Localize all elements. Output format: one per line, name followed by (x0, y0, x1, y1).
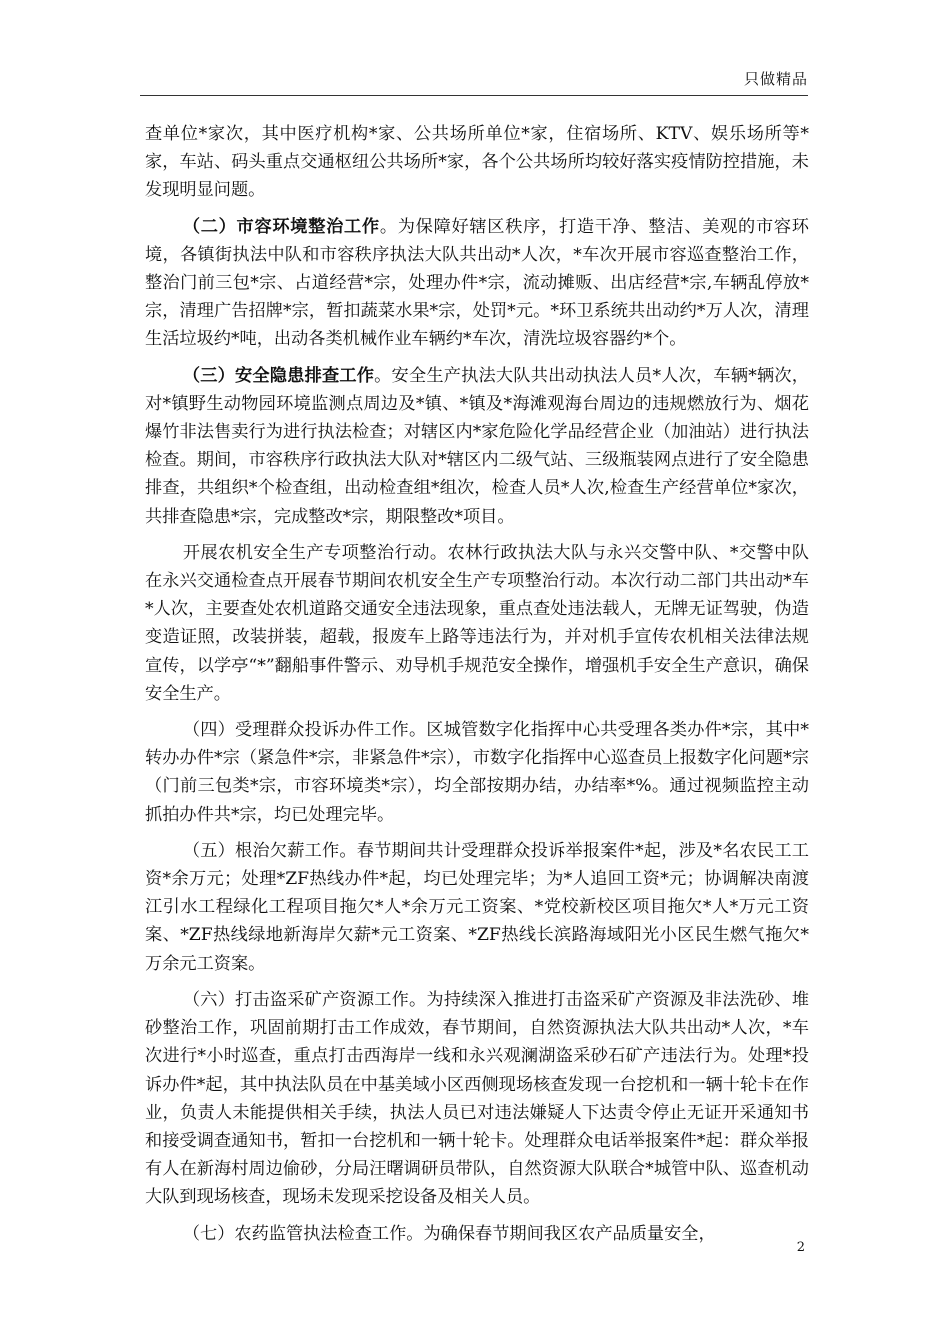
paragraph-text: （六）打击盗采矿产资源工作。为持续深入推进打击盗采矿产资源及非法洗砂、堆砂整治工作，巩固前期打击工作成效，春节期间，自然资源执法大队共出动*人次，*车次进行*小时巡查，重点打击西海岸一线和永兴观澜湖盗采砂石矿产违法行为。处理*投诉办件*起，其中执法队员在中基美域小区西侧现场核查发现一台挖机和一辆十轮卡在作业，负责人未能提供相关手续，执法人员已对违法嫌疑人下达责令停止无证开采通知书和接受调查通知书，暂扣一台挖机和一辆十轮卡。处理群众电话举报案件*起：群众举报有人在新海村周边偷砂，分局汪曙调研员带队，自然资源大队联合*城管中队、巡查机动大队到现场核查，现场未发现采挖设备及相关人员。 (145, 989, 809, 1208)
header-tag: 只做精品 (743, 70, 808, 88)
paragraph-continuation (145, 120, 809, 205)
paragraph-complaints (145, 716, 809, 829)
header-divider (140, 95, 808, 96)
paragraph-safety-hazard (145, 362, 809, 531)
section-heading: （二）市容环境整治工作 (182, 216, 380, 237)
paragraph-text: （四）受理群众投诉办件工作。区城管数字化指挥中心共受理各类办件*宗，其中*转办办件*宗（紧急件*宗，非紧急件*宗），市数字化指挥中心巡查员上报数字化问题*宗（门前三包类*宗，市容环境类*宗），均全部按期办结，办结率*%。通过视频监控主动抓拍办件共*宗，均已处理完毕。 (145, 720, 809, 825)
paragraph-wage-arrears (145, 837, 809, 978)
paragraph-text: 查单位*家次，其中医疗机构*家、公共场所单位*家，住宿场所、KTV、娱乐场所等*家，车站、码头重点交通枢纽公共场所*家，各个公共场所均较好落实疫情防控措施，未发现明显问题。 (145, 124, 809, 201)
paragraph-pesticide (145, 1220, 809, 1248)
paragraph-illegal-mining (145, 986, 809, 1212)
paragraph-text: （五）根治欠薪工作。春节期间共计受理群众投诉举报案件*起，涉及*名农民工工资*余万元；处理*ZF热线办件*起，均已处理完毕；为*人追回工资*元；协调解决南渡江引水工程绿化工程项目拖欠*人*余万元工资案、*党校新校区项目拖欠*人*万元工资案、*ZF热线绿地新海岸欠薪*元工资案、*ZF热线长滨路海域阳光小区民生燃气拖欠*万余元工资案。 (145, 840, 809, 974)
section-heading: （三）安全隐患排查工作 (182, 365, 375, 386)
paragraph-text: 开展农机安全生产专项整治行动。农林行政执法大队与永兴交警中队、*交警中队在永兴交通检查点开展春节期间农机安全生产专项整治行动。本次行动二部门共出动*车*人次，主要查处农机道路交通安全违法现象，重点查处违法载人，无牌无证驾驶，伪造变造证照，改装拼装，超载，报废车上路等违法行为，并对机手宣传农机相关法律法规宣传，以学亭“*”翻船事件警示、劝导机手规范安全操作，增强机手安全生产意识，确保安全生产。 (145, 542, 809, 704)
paragraph-city-environment (145, 213, 809, 354)
paragraph-text: 。为保障好辖区秩序，打造干净、整洁、美观的市容环境，各镇街执法中队和市容秩序执法大队共出动*人次，*车次开展市容巡查整治工作，整治门前三包*宗、占道经营*宗，处理办件*宗，流动摊贩、出店经营*宗,车辆乱停放*宗，清理广告招牌*宗，暂扣蔬菜水果*宗，处罚*元。*环卫系统共出动约*万人次，清理生活垃圾约*吨，出动各类机械作业车辆约*车次，清洗垃圾容器约*个。 (145, 216, 809, 350)
paragraph-text: （七）农药监管执法检查工作。为确保春节期间我区农产品质量安全， (182, 1223, 716, 1244)
paragraph-text: 。安全生产执法大队共出动执法人员*人次，车辆*辆次，对*镇野生动物园环境监测点周边及*镇、*镇及*海滩观海台周边的违规燃放行为、烟花爆竹非法售卖行为进行执法检查；对辖区内*家危险化学品经营企业（加油站）进行执法检查。期间，市容秩序行政执法大队对*辖区内二级气站、三级瓶装网点进行了安全隐患排查，共组织*个检查组，出动检查组*组次，检查人员*人次,检查生产经营单位*家次，共排查隐患*宗，完成整改*宗，期限整改*项目。 (145, 365, 809, 527)
paragraph-farm-machinery (145, 539, 809, 708)
document-body (145, 120, 809, 1256)
page-number: 2 (796, 1240, 805, 1255)
